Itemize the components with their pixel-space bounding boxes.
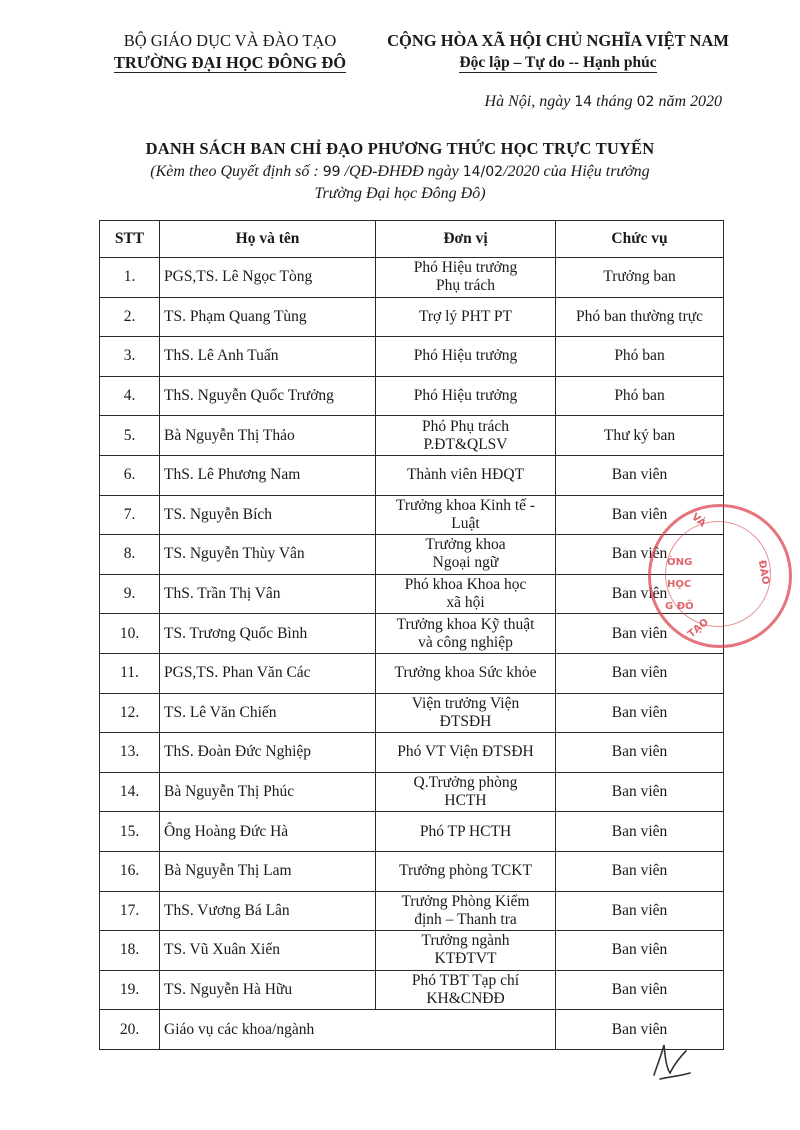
row-unit: Thành viên HĐQT <box>376 455 556 495</box>
row-role: Ban viên <box>556 614 724 654</box>
table-row <box>100 891 724 931</box>
row-name: ThS. Trần Thị Vân <box>160 574 376 614</box>
row-unit: Phó khoa Khoa học xã hội <box>376 574 556 614</box>
row-stt: 14. <box>100 772 160 812</box>
header-unit: Đơn vị <box>376 221 556 258</box>
row-role: Ban viên <box>556 733 724 773</box>
row-unit: Trưởng khoa Kinh tế - Luật <box>376 495 556 535</box>
row-role: Phó ban <box>556 337 724 377</box>
row-role: Thư ký ban <box>556 416 724 456</box>
row-name: ThS. Vương Bá Lân <box>160 891 376 931</box>
row-role: Ban viên <box>556 574 724 614</box>
row-unit: Trưởng Phòng Kiểm định – Thanh tra <box>376 891 556 931</box>
row-stt: 6. <box>100 455 160 495</box>
row-role: Ban viên <box>556 495 724 535</box>
row-role: Ban viên <box>556 455 724 495</box>
row-role: Ban viên <box>556 970 724 1010</box>
row-name: TS. Nguyễn Hà Hữu <box>160 970 376 1010</box>
row-unit: Trưởng khoa Ngoại ngữ <box>376 535 556 575</box>
table-row <box>100 574 724 614</box>
row-name: ThS. Lê Phương Nam <box>160 455 376 495</box>
row-unit: Phó Hiệu trưởng Phụ trách <box>376 258 556 298</box>
handwritten-day: 14 <box>574 94 593 110</box>
table-row <box>100 733 724 773</box>
row-unit: Trưởng ngành KTĐTVT <box>376 931 556 971</box>
place-date-line: Hà Nội, ngày 14 tháng 02 năm 2020 <box>484 93 722 110</box>
table-row <box>100 851 724 891</box>
table-row <box>100 416 724 456</box>
row-name: TS. Lê Văn Chiến <box>160 693 376 733</box>
row-stt: 11. <box>100 653 160 693</box>
row-role: Ban viên <box>556 851 724 891</box>
row-role: Ban viên <box>556 535 724 575</box>
row-unit: Q.Trưởng phòng HCTH <box>376 772 556 812</box>
row-role: Ban viên <box>556 653 724 693</box>
document-title: DANH SÁCH BAN CHỈ ĐẠO PHƯƠNG THỨC HỌC TRỰC TUYẾN <box>145 139 655 158</box>
row-name: Bà Nguyễn Thị Lam <box>160 851 376 891</box>
table-row <box>100 535 724 575</box>
row-stt: 5. <box>100 416 160 456</box>
row-unit: Phó Hiệu trưởng <box>376 337 556 377</box>
row-stt: 18. <box>100 931 160 971</box>
signature-icon <box>640 1035 700 1085</box>
row-stt: 7. <box>100 495 160 535</box>
table-row <box>100 970 724 1010</box>
row-unit: Trợ lý PHT PT <box>376 297 556 337</box>
row-stt: 16. <box>100 851 160 891</box>
row-stt: 13. <box>100 733 160 773</box>
header-stt: STT <box>100 221 160 258</box>
row-role: Ban viên <box>556 931 724 971</box>
row-role: Phó ban <box>556 376 724 416</box>
document-subtitle: (Kèm theo Quyết định số : 99 /QĐ-ĐHĐĐ ngày 14/02/2020 của Hiệu trưởng Trường Đại học Đông Đô) <box>150 163 650 202</box>
table-row <box>100 495 724 535</box>
row-stt: 8. <box>100 535 160 575</box>
header-name: Họ và tên <box>160 221 376 258</box>
row-stt: 19. <box>100 970 160 1010</box>
row-stt: 17. <box>100 891 160 931</box>
decision-number: 99 <box>322 164 341 180</box>
handwritten-month: 02 <box>636 94 655 110</box>
row-role: Ban viên <box>556 693 724 733</box>
row-unit: Trưởng phòng TCKT <box>376 851 556 891</box>
row-role: Ban viên <box>556 772 724 812</box>
row-name: ThS. Đoàn Đức Nghiệp <box>160 733 376 773</box>
republic-name: CỘNG HÒA XÃ HỘI CHỦ NGHĨA VIỆT NAM <box>387 31 729 50</box>
national-header <box>378 30 738 74</box>
row-name: TS. Nguyễn Bích <box>160 495 376 535</box>
row-stt: 9. <box>100 574 160 614</box>
row-stt: 12. <box>100 693 160 733</box>
row-unit: Viện trưởng Viện ĐTSĐH <box>376 693 556 733</box>
row-unit: Phó Phụ trách P.ĐT&QLSV <box>376 416 556 456</box>
row-unit: Trưởng khoa Kỹ thuật và công nghiệp <box>376 614 556 654</box>
row-role: Ban viên <box>556 1010 724 1050</box>
table-row <box>100 812 724 852</box>
row-name: ThS. Nguyễn Quốc Trưởng <box>160 376 376 416</box>
table-row <box>100 258 724 298</box>
row-stt: 4. <box>100 376 160 416</box>
row-role: Trưởng ban <box>556 258 724 298</box>
row-stt: 20. <box>100 1010 160 1050</box>
row-name: TS. Vũ Xuân Xiển <box>160 931 376 971</box>
committee-table <box>99 220 724 1050</box>
table-row <box>100 337 724 377</box>
row-name: TS. Phạm Quang Tùng <box>160 297 376 337</box>
national-motto: Độc lập – Tự do -- Hạnh phúc <box>459 54 657 71</box>
row-unit: Phó TP HCTH <box>376 812 556 852</box>
row-name: TS. Trương Quốc Bình <box>160 614 376 654</box>
row-unit: Trưởng khoa Sức khỏe <box>376 653 556 693</box>
table-row <box>100 693 724 733</box>
row-name: Bà Nguyễn Thị Thảo <box>160 416 376 456</box>
table-row <box>100 376 724 416</box>
header-role: Chức vụ <box>556 221 724 258</box>
school-name: TRƯỜNG ĐẠI HỌC ĐÔNG ĐÔ <box>113 53 347 72</box>
row-name: PGS,TS. Phan Văn Các <box>160 653 376 693</box>
table-row <box>100 455 724 495</box>
row-unit: Phó VT Viện ĐTSĐH <box>376 733 556 773</box>
row-name: Bà Nguyễn Thị Phúc <box>160 772 376 812</box>
row-name: ThS. Lê Anh Tuấn <box>160 337 376 377</box>
row-name: Giáo vụ các khoa/ngành <box>160 1010 556 1050</box>
decision-date: 14/02 <box>462 164 504 180</box>
red-seal-stamp: VÀ ĐÀO ỜNG HỌC G ĐÔ TẠO <box>648 504 792 648</box>
row-stt: 15. <box>100 812 160 852</box>
row-stt: 3. <box>100 337 160 377</box>
row-stt: 2. <box>100 297 160 337</box>
table-row <box>100 614 724 654</box>
table-row <box>100 1010 724 1050</box>
table-header-row <box>100 221 724 258</box>
table-row <box>100 297 724 337</box>
ministry-name: BỘ GIÁO DỤC VÀ ĐÀO TẠO <box>123 31 337 50</box>
row-name: PGS,TS. Lê Ngọc Tòng <box>160 258 376 298</box>
row-unit: Phó Hiệu trưởng <box>376 376 556 416</box>
row-unit: Phó TBT Tạp chí KH&CNĐĐ <box>376 970 556 1010</box>
issuer-header <box>100 30 360 74</box>
table-row <box>100 772 724 812</box>
row-role: Phó ban thường trực <box>556 297 724 337</box>
row-stt: 1. <box>100 258 160 298</box>
row-role: Ban viên <box>556 891 724 931</box>
row-role: Ban viên <box>556 812 724 852</box>
row-name: TS. Nguyễn Thùy Vân <box>160 535 376 575</box>
row-stt: 10. <box>100 614 160 654</box>
table-row <box>100 653 724 693</box>
row-name: Ông Hoàng Đức Hà <box>160 812 376 852</box>
table-row <box>100 931 724 971</box>
